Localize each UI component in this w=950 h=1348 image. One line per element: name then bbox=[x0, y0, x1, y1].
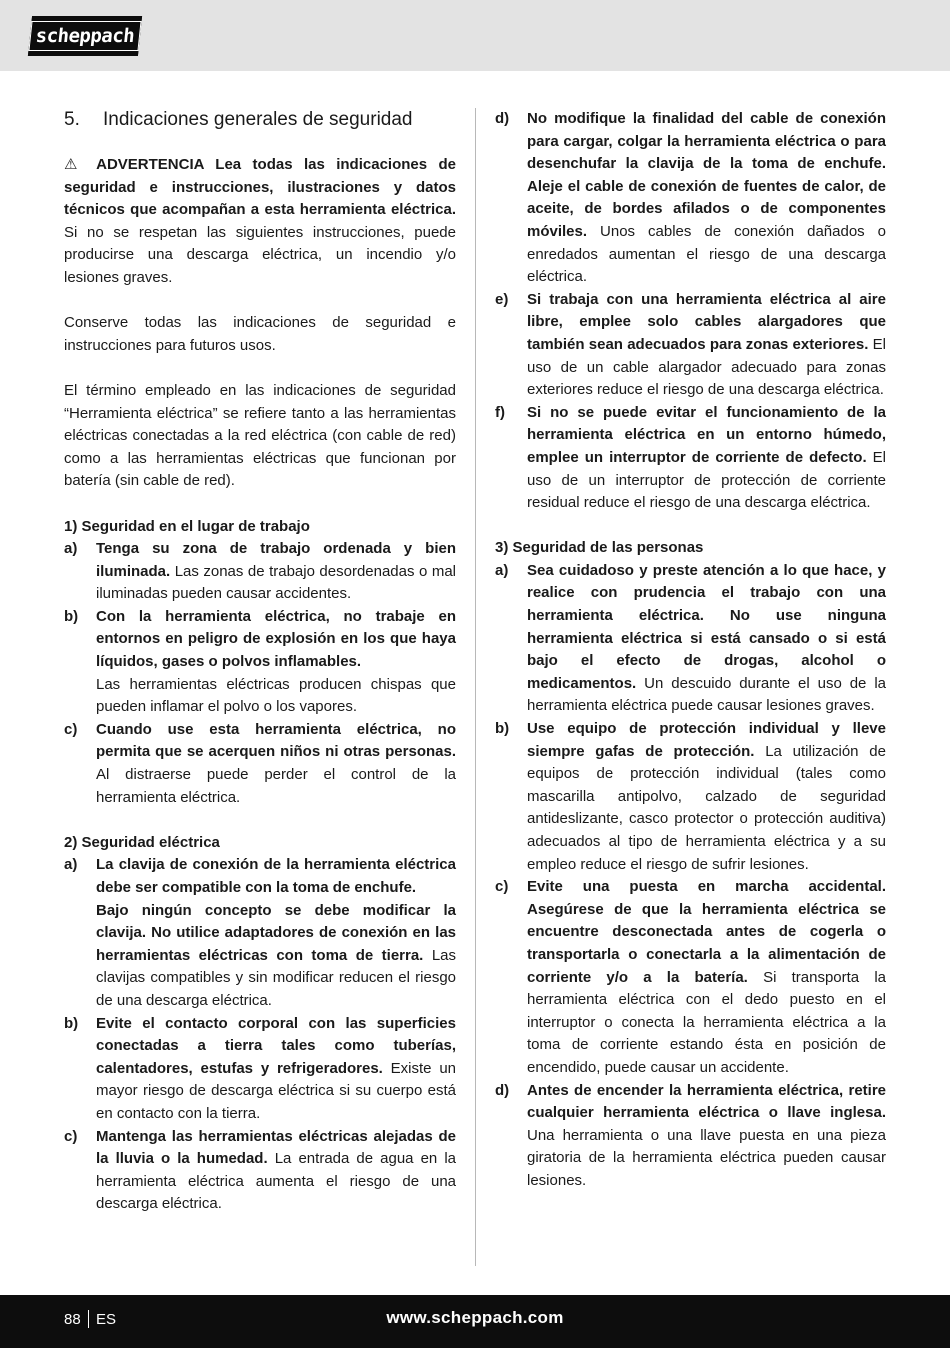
list-item bbox=[495, 108, 886, 289]
item-letter: b) bbox=[64, 607, 79, 625]
item-text: Las herramientas eléctricas producen chispas que pueden inflamar el polvo o los vapores. bbox=[96, 675, 456, 716]
item-letter: c) bbox=[495, 878, 509, 896]
item-letter: b) bbox=[495, 720, 510, 738]
item-text: Las clavijas compatibles y sin modificar reducen el riesgo de una descarga eléctrica. bbox=[96, 946, 456, 1009]
item-bold-second: Bajo ningún concepto se debe modificar la clavija. No utilice adaptadores de conexión en las herramientas eléctricas con toma de tierra. bbox=[96, 901, 456, 964]
page-header bbox=[0, 0, 950, 71]
item-bold: Con la herramienta eléctrica, no trabaje en entornos en peligro de explosión en los que haya líquidos, gases o polvos inflamables. bbox=[96, 607, 456, 671]
item-letter: f) bbox=[495, 403, 505, 421]
item-bold: Cuando use esta herramienta eléctrica, no permita que se acerquen niños ni otras personas. bbox=[96, 720, 456, 761]
item-text: Un descuido durante el uso de la herramienta eléctrica puede causar lesiones graves. bbox=[527, 674, 886, 715]
item-bold: La clavija de conexión de la herramienta eléctrica debe ser compatible con la toma de enchufe. bbox=[96, 856, 456, 896]
work-area-heading: 1) Seguridad en el lugar de trabajo bbox=[64, 517, 310, 535]
item-letter: a) bbox=[64, 856, 78, 874]
list-item bbox=[495, 402, 886, 515]
column-divider bbox=[475, 108, 476, 1266]
section-title-text: Indicaciones generales de seguridad bbox=[103, 109, 413, 130]
list-item bbox=[64, 1013, 456, 1126]
item-letter: d) bbox=[495, 1081, 510, 1099]
page-number: 88 bbox=[64, 1311, 81, 1328]
item-text: La entrada de agua en la herramienta eléctrica aumenta el riesgo de una descarga eléctrica. bbox=[96, 1150, 457, 1213]
item-text: La utilización de equipos de protección individual (tales como mascarilla antipolvo, calzado de seguridad antideslizante, casco protector o protección auditiva) adecuados al tipo de herramienta eléctrica y a su empleo reduce el riesgo de sufrir lesiones. bbox=[527, 742, 886, 873]
item-bold: No modifique la finalidad del cable de conexión para cargar, colgar la herramienta eléctrica o para desenchufar la clavija de la toma de enchufe. Aleje el cable de conexión de fuentes de calor, de aceite, de bordes afilados o de componentes móviles. bbox=[527, 110, 886, 240]
item-text: El uso de un interruptor de protección de corriente residual reduce el riesgo de una descarga eléctrica. bbox=[527, 448, 886, 512]
website-link[interactable]: www.scheppach.com bbox=[386, 1308, 564, 1327]
electrical-heading: 2) Seguridad eléctrica bbox=[64, 833, 220, 851]
list-item bbox=[64, 719, 456, 809]
scheppach-logo bbox=[28, 16, 142, 56]
list-item bbox=[495, 876, 886, 1079]
list-item bbox=[64, 606, 456, 719]
item-text: Al distraerse puede perder el control de la herramienta eléctrica. bbox=[96, 766, 456, 806]
list-item bbox=[64, 1126, 456, 1216]
item-bold: Mantenga las herramientas eléctricas alejadas de la lluvia o la humedad. bbox=[96, 1127, 456, 1168]
personal-safety-heading: 3) Seguridad de las personas bbox=[495, 539, 704, 557]
language-code: ES bbox=[96, 1311, 117, 1328]
item-bold: Si no se puede evitar el funcionamiento de la herramienta eléctrica en un entorno húmedo, emplee un interruptor de corriente de defecto. bbox=[527, 403, 886, 466]
right-column bbox=[495, 108, 886, 1193]
item-bold: Sea cuidadoso y preste atención a lo que hace, y realice con prudencia el trabajo con una herramienta eléctrica. No use ninguna herramienta eléctrica si está cansado o si está bajo el efecto de drogas, alcohol o medicamentos. bbox=[527, 561, 886, 692]
item-bold: Antes de encender la herramienta eléctrica, retire cualquier herramienta eléctrica o llave inglesa. bbox=[527, 1081, 886, 1122]
keep-instructions-paragraph: Conserve todas las indicaciones de seguridad e instrucciones para futuros usos. bbox=[64, 314, 456, 354]
item-text: Las zonas de trabajo desordenadas o mal iluminadas pueden causar accidentes. bbox=[96, 562, 456, 603]
page-footer bbox=[0, 1295, 950, 1348]
warning-paragraph bbox=[64, 154, 456, 290]
term-paragraph: El término empleado en las indicaciones de seguridad “Herramienta eléctrica” se refiere tanto a las herramientas eléctricas conectadas a la red eléctrica (con cable de red) como a las herramientas eléctricas que funcionan por batería (sin cable de red). bbox=[64, 381, 456, 490]
list-item bbox=[495, 1080, 886, 1193]
section-title bbox=[64, 108, 456, 132]
list-item bbox=[64, 854, 456, 1012]
item-letter: a) bbox=[64, 540, 78, 558]
item-bold: Tenga su zona de trabajo ordenada y bien iluminada. bbox=[96, 540, 456, 580]
list-item bbox=[495, 289, 886, 402]
item-bold: Use equipo de protección individual y lleve siempre gafas de protección. bbox=[527, 720, 886, 760]
list-item bbox=[64, 538, 456, 606]
item-letter: b) bbox=[64, 1014, 79, 1032]
item-text: El uso de un cable alargador adecuado para zonas exteriores reduce el riesgo de una descarga eléctrica. bbox=[527, 335, 886, 399]
item-letter: a) bbox=[495, 561, 509, 579]
item-text: Unos cables de conexión dañados o enredados aumentan el riesgo de una descarga eléctrica. bbox=[527, 222, 886, 286]
item-text: Una herramienta o una llave puesta en una pieza giratoria de la herramienta eléctrica pueden causar lesiones. bbox=[527, 1126, 886, 1189]
logo-text: scheppach bbox=[34, 25, 136, 47]
item-letter: c) bbox=[64, 720, 78, 738]
section-number: 5. bbox=[64, 109, 80, 130]
list-item bbox=[495, 718, 886, 876]
item-text: Existe un mayor riesgo de descarga eléctrica si su cuerpo está en contacto con la tierra. bbox=[96, 1059, 457, 1122]
item-text: Si transporta la herramienta eléctrica con el dedo puesto en el interruptor o conecta la herramienta eléctrica a la toma de corriente estando ésta en posición de encendido, puede causar un accidente. bbox=[527, 968, 886, 1076]
item-bold: Si trabaja con una herramienta eléctrica al aire libre, emplee solo cables alargadores que también sean adecuados para zonas exteriores. bbox=[527, 290, 886, 353]
left-column bbox=[64, 108, 456, 1216]
warning-bold: ADVERTENCIA Lea todas las indicaciones de seguridad e instrucciones, ilustraciones y datos técnicos que acompañan a esta herramienta eléctrica. bbox=[64, 156, 456, 219]
item-letter: c) bbox=[64, 1127, 78, 1145]
item-letter: e) bbox=[495, 290, 509, 308]
item-bold: Evite una puesta en marcha accidental. Asegúrese de que la herramienta eléctrica se encuentre desconectada antes de cogerla o transportarla o conectarla a la alimentación de corriente y/o a la batería. bbox=[527, 878, 886, 986]
warning-icon: ⚠ bbox=[64, 156, 85, 173]
item-bold: Evite el contacto corporal con las superficies conectadas a tierra tales como tuberías, calentadores, estufas y refrigeradores. bbox=[96, 1014, 456, 1077]
warning-text: Si no se respetan las siguientes instrucciones, puede producirse una descarga eléctrica, un incendio y/o lesiones graves. bbox=[64, 223, 456, 286]
list-item bbox=[495, 560, 886, 718]
item-letter: d) bbox=[495, 110, 510, 127]
